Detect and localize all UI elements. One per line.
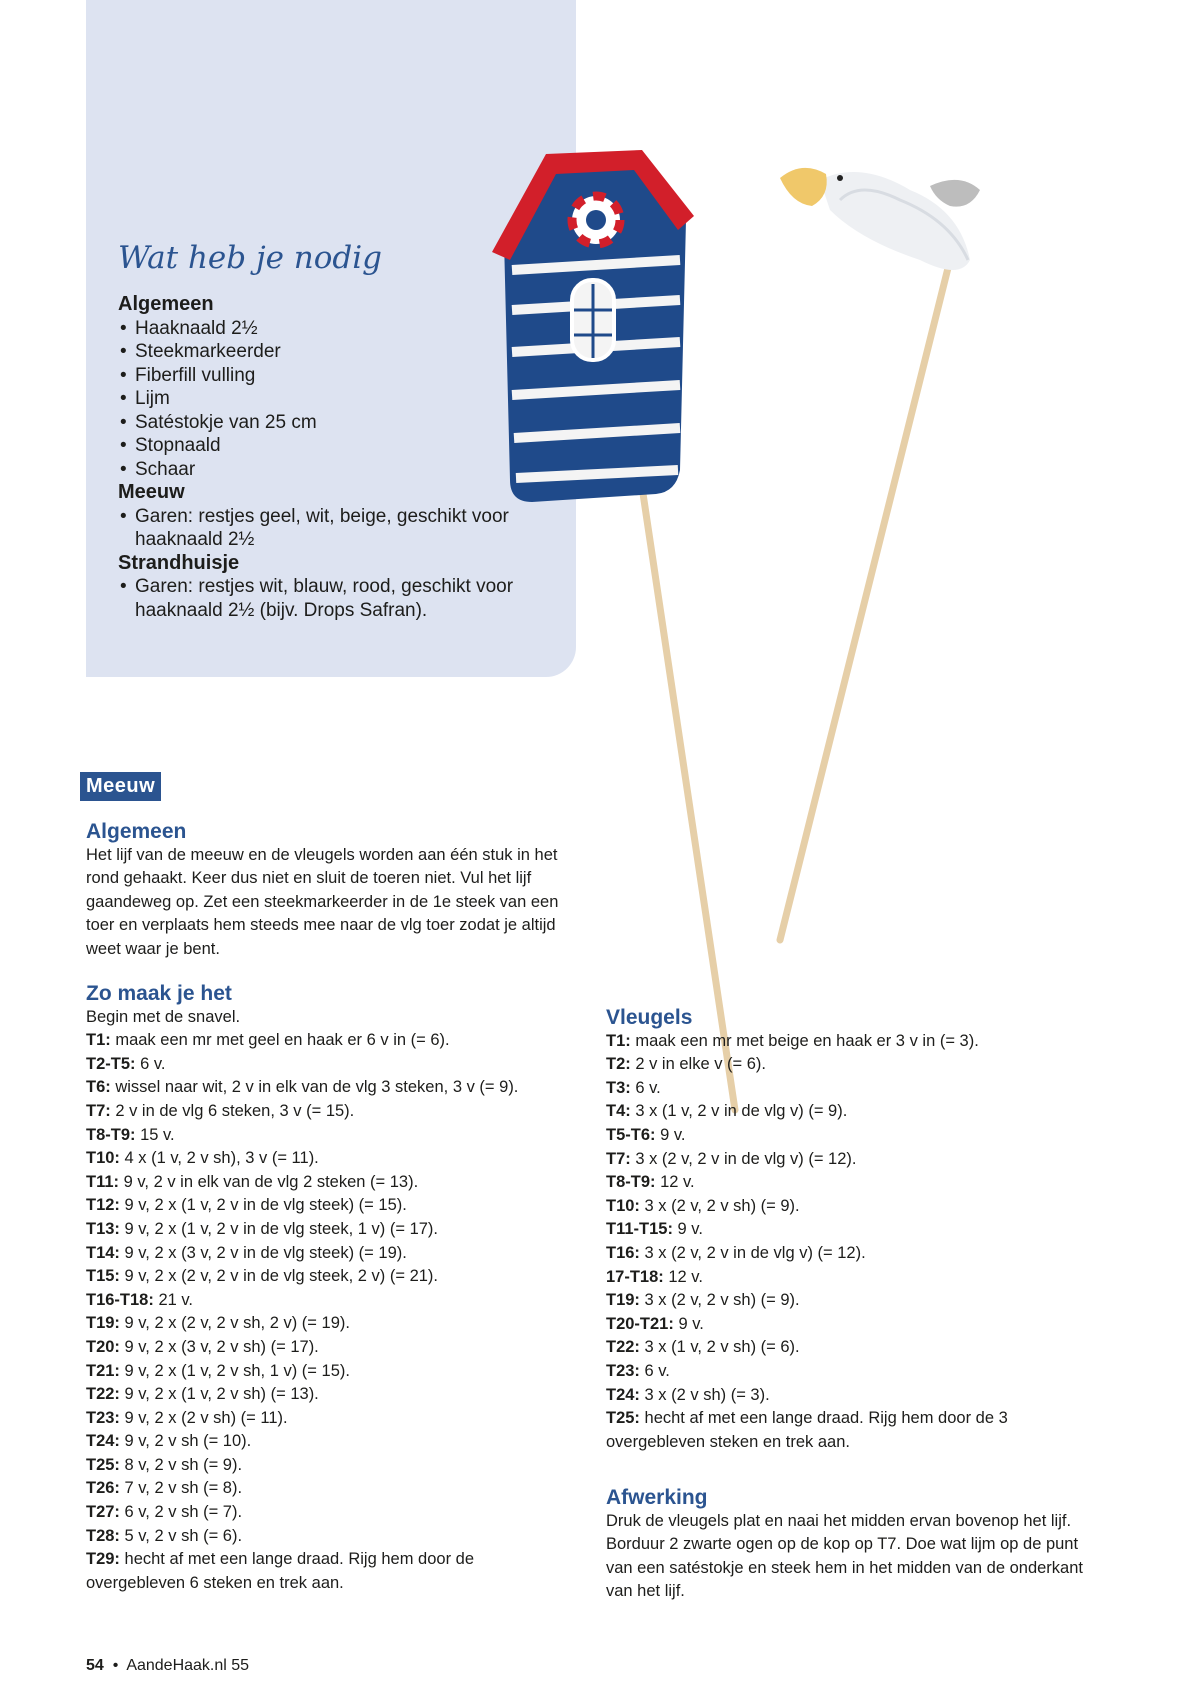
row-label: T7:	[86, 1101, 111, 1120]
product-photo	[480, 120, 1120, 1120]
row-text: 9 v, 2 x (2 v, 2 v sh, 2 v) (= 19).	[119, 1314, 350, 1333]
row-label: T8-T9:	[86, 1125, 136, 1144]
row-label: T28:	[86, 1526, 120, 1545]
row-text: 4 x (1 v, 2 v sh), 3 v (= 11).	[119, 1149, 319, 1168]
instruction-row	[606, 1242, 1106, 1266]
row-label: T13:	[86, 1219, 120, 1238]
row-text: 9 v, 2 x (2 v sh) (= 11).	[119, 1408, 288, 1427]
row-label: T25:	[606, 1409, 640, 1428]
instruction-row	[86, 1029, 566, 1053]
instruction-row	[86, 1218, 566, 1242]
row-label: T8-T9:	[606, 1173, 656, 1192]
row-text: 9 v.	[673, 1314, 704, 1333]
row-label: T20:	[86, 1337, 120, 1356]
row-text: 9 v, 2 x (1 v, 2 v sh) (= 13).	[119, 1385, 319, 1404]
instruction-row	[606, 1053, 1106, 1077]
row-text: 8 v, 2 v sh (= 9).	[119, 1455, 243, 1474]
needs-subheading: Meeuw	[118, 481, 185, 503]
needs-item: • Garen: restjes wit, blauw, rood, geschikt voor haaknaald 2½ (bijv. Drops Safran).	[118, 575, 558, 622]
row-text: 9 v, 2 x (3 v, 2 v in de vlg steek) (= 19).	[119, 1243, 407, 1262]
algemeen-heading: Algemeen	[86, 820, 187, 843]
row-text: 9 v.	[672, 1220, 703, 1239]
footer-separator: •	[108, 1657, 123, 1674]
instruction-row	[86, 1454, 566, 1478]
row-text: 9 v, 2 x (1 v, 2 v in de vlg steek, 1 v) (= 17).	[119, 1219, 438, 1238]
beach-hut-illustration	[492, 150, 694, 502]
row-label: T4:	[606, 1102, 631, 1121]
instruction-row	[86, 1171, 566, 1195]
instruction-row	[606, 1289, 1106, 1313]
row-text: 12 v.	[663, 1267, 703, 1286]
needs-title: Wat heb je nodig	[118, 240, 383, 276]
row-text: 15 v.	[135, 1125, 175, 1144]
afwerking-heading: Afwerking	[606, 1486, 708, 1509]
seagull-illustration	[780, 168, 980, 270]
needs-item: • Schaar	[118, 458, 558, 482]
row-label: T27:	[86, 1503, 120, 1522]
row-text: 6 v.	[630, 1078, 661, 1097]
row-label: T23:	[86, 1408, 120, 1427]
instruction-row	[606, 1384, 1106, 1408]
row-label: T1:	[86, 1031, 111, 1050]
row-text: 9 v, 2 v sh (= 10).	[119, 1432, 252, 1451]
instruction-row	[86, 1383, 566, 1407]
row-text: 6 v.	[639, 1361, 670, 1380]
row-label: T26:	[86, 1479, 120, 1498]
needs-subheading: Algemeen	[118, 293, 214, 315]
needs-subheading: Strandhuisje	[118, 551, 240, 574]
row-label: T22:	[606, 1338, 640, 1357]
instruction-row	[86, 1501, 566, 1525]
afwerking-text: Druk de vleugels plat en naai het midden ervan bovenop het lijf. Borduur 2 zwarte ogen op de kop op T7. Doe wat lijm op de punt van een satéstokje en steek hem in het midden van de onderkant van het lijf.	[606, 1511, 1083, 1601]
row-label: T15:	[86, 1267, 120, 1286]
row-label: T16:	[606, 1243, 640, 1262]
instruction-row	[86, 1076, 566, 1100]
row-label: T11:	[86, 1172, 120, 1191]
row-label: T3:	[606, 1078, 631, 1097]
row-text: 3 x (1 v, 2 v sh) (= 6).	[639, 1338, 800, 1357]
needs-item: • Satéstokje van 25 cm	[118, 411, 558, 435]
row-label: T5-T6:	[606, 1125, 656, 1144]
row-label: T22:	[86, 1385, 120, 1404]
needs-item: • Garen: restjes geel, wit, beige, geschikt voor haaknaald 2½	[118, 505, 558, 552]
row-text: 9 v, 2 x (3 v, 2 v sh) (= 17).	[119, 1337, 319, 1356]
row-text: 9 v, 2 x (2 v, 2 v in de vlg steek, 2 v) (= 21).	[119, 1267, 438, 1286]
row-label: T2:	[606, 1055, 631, 1074]
row-label: T19:	[86, 1314, 120, 1333]
row-label: T21:	[86, 1361, 120, 1380]
instruction-row	[86, 1336, 566, 1360]
instruction-row	[86, 1053, 566, 1077]
row-text: 3 x (1 v, 2 v in de vlg v) (= 9).	[630, 1102, 848, 1121]
row-text: 6 v, 2 v sh (= 7).	[119, 1503, 243, 1522]
row-text: 9 v, 2 v in elk van de vlg 2 steken (= 13).	[119, 1172, 419, 1191]
instruction-row	[606, 1148, 1106, 1172]
row-label: T6:	[86, 1078, 111, 1097]
instruction-row	[606, 1360, 1106, 1384]
needs-item: • Haaknaald 2½	[118, 317, 558, 341]
row-text: 9 v, 2 x (1 v, 2 v sh, 1 v) (= 15).	[119, 1361, 350, 1380]
row-label: T7:	[606, 1149, 631, 1168]
row-label: T10:	[86, 1149, 120, 1168]
instruction-row	[86, 1147, 566, 1171]
row-label: T11-T15:	[606, 1220, 673, 1239]
instruction-row	[86, 1548, 566, 1595]
row-label: T25:	[86, 1455, 120, 1474]
row-text: 7 v, 2 v sh (= 8).	[119, 1479, 243, 1498]
row-label: T23:	[606, 1361, 640, 1380]
row-text: 3 x (2 v, 2 v in de vlg v) (= 12).	[639, 1243, 866, 1262]
row-label: T1:	[606, 1031, 631, 1050]
zo-maak-rows	[86, 1029, 566, 1595]
instruction-row	[86, 1525, 566, 1549]
instruction-row	[86, 1124, 566, 1148]
instruction-row	[606, 1313, 1106, 1337]
row-label: T24:	[606, 1385, 640, 1404]
row-label: T16-T18:	[86, 1290, 154, 1309]
instruction-row	[606, 1266, 1106, 1290]
instruction-row	[606, 1336, 1106, 1360]
zo-maak-intro: Begin met de snavel.	[86, 1007, 241, 1026]
instruction-row	[86, 1289, 566, 1313]
instruction-row	[86, 1265, 566, 1289]
row-text: 12 v.	[655, 1173, 695, 1192]
needs-item: • Lijm	[118, 387, 558, 411]
row-text: maak een mr met geel en haak er 6 v in (= 6).	[110, 1031, 450, 1050]
instruction-row	[606, 1195, 1106, 1219]
row-label: T19:	[606, 1291, 640, 1310]
instruction-row	[606, 1030, 1106, 1054]
row-label: 17-T18:	[606, 1267, 664, 1286]
row-text: 3 x (2 v, 2 v sh) (= 9).	[639, 1196, 800, 1215]
instruction-row	[86, 1100, 566, 1124]
row-text: 21 v.	[153, 1290, 193, 1309]
page-number: 54	[86, 1657, 104, 1674]
row-label: T29:	[86, 1550, 120, 1569]
instruction-row	[86, 1242, 566, 1266]
row-label: T10:	[606, 1196, 640, 1215]
instruction-row	[86, 1477, 566, 1501]
row-text: wissel naar wit, 2 v in elk van de vlg 3 steken, 3 v (= 9).	[110, 1078, 519, 1097]
afwerking-block	[606, 1486, 1106, 1604]
algemeen-text: Het lijf van de meeuw en de vleugels worden aan één stuk in het rond gehaakt. Keer dus niet en sluit de toeren niet. Vul het lijf gaandeweg op. Zet een steekmarkeerder in de 1e steek van een toer en verplaats hem steeds mee naar de vlg toer zodat je altijd weet waar je bent.	[86, 845, 559, 958]
instruction-row	[606, 1100, 1106, 1124]
zo-maak-block	[86, 982, 566, 1595]
vleugels-block	[606, 1006, 1106, 1454]
needs-item: • Steekmarkeerder	[118, 340, 558, 364]
row-text: maak een mr met beige en haak er 3 v in (= 3).	[630, 1031, 979, 1050]
instruction-row	[606, 1407, 1106, 1454]
row-label: T20-T21:	[606, 1314, 674, 1333]
row-text: 3 x (2 v, 2 v in de vlg v) (= 12).	[630, 1149, 857, 1168]
instruction-row	[606, 1218, 1106, 1242]
instruction-row	[606, 1124, 1106, 1148]
instruction-row	[86, 1360, 566, 1384]
row-label: T12:	[86, 1196, 120, 1215]
instruction-row	[86, 1194, 566, 1218]
instruction-row	[86, 1407, 566, 1431]
vleugels-heading: Vleugels	[606, 1006, 693, 1029]
row-text: 5 v, 2 v sh (= 6).	[119, 1526, 243, 1545]
row-text: 2 v in de vlg 6 steken, 3 v (= 15).	[110, 1101, 355, 1120]
instruction-row	[606, 1077, 1106, 1101]
needs-item: • Stopnaald	[118, 434, 558, 458]
row-text: hecht af met een lange draad. Rijg hem door de overgebleven 6 steken en trek aan.	[86, 1550, 474, 1592]
row-text: 3 x (2 v sh) (= 3).	[639, 1385, 770, 1404]
footer-site: AandeHaak.nl 55	[126, 1657, 250, 1674]
zo-maak-heading: Zo maak je het	[86, 982, 232, 1005]
row-label: T14:	[86, 1243, 120, 1262]
row-text: hecht af met een lange draad. Rijg hem door de 3 overgebleven steken en trek aan.	[606, 1409, 1008, 1451]
vleugels-rows	[606, 1030, 1106, 1455]
section-tag-meeuw: Meeuw	[80, 772, 161, 801]
needs-item: • Fiberfill vulling	[118, 364, 558, 388]
row-label: T2-T5:	[86, 1054, 136, 1073]
row-label: T24:	[86, 1432, 120, 1451]
page-footer	[86, 1657, 249, 1675]
instruction-row	[606, 1171, 1106, 1195]
row-text: 9 v.	[655, 1125, 686, 1144]
row-text: 9 v, 2 x (1 v, 2 v in de vlg steek) (= 15).	[119, 1196, 407, 1215]
instruction-row	[86, 1312, 566, 1336]
algemeen-block	[86, 820, 566, 962]
row-text: 2 v in elke v (= 6).	[630, 1055, 767, 1074]
row-text: 6 v.	[135, 1054, 166, 1073]
instruction-row	[86, 1430, 566, 1454]
row-text: 3 x (2 v, 2 v sh) (= 9).	[639, 1291, 800, 1310]
